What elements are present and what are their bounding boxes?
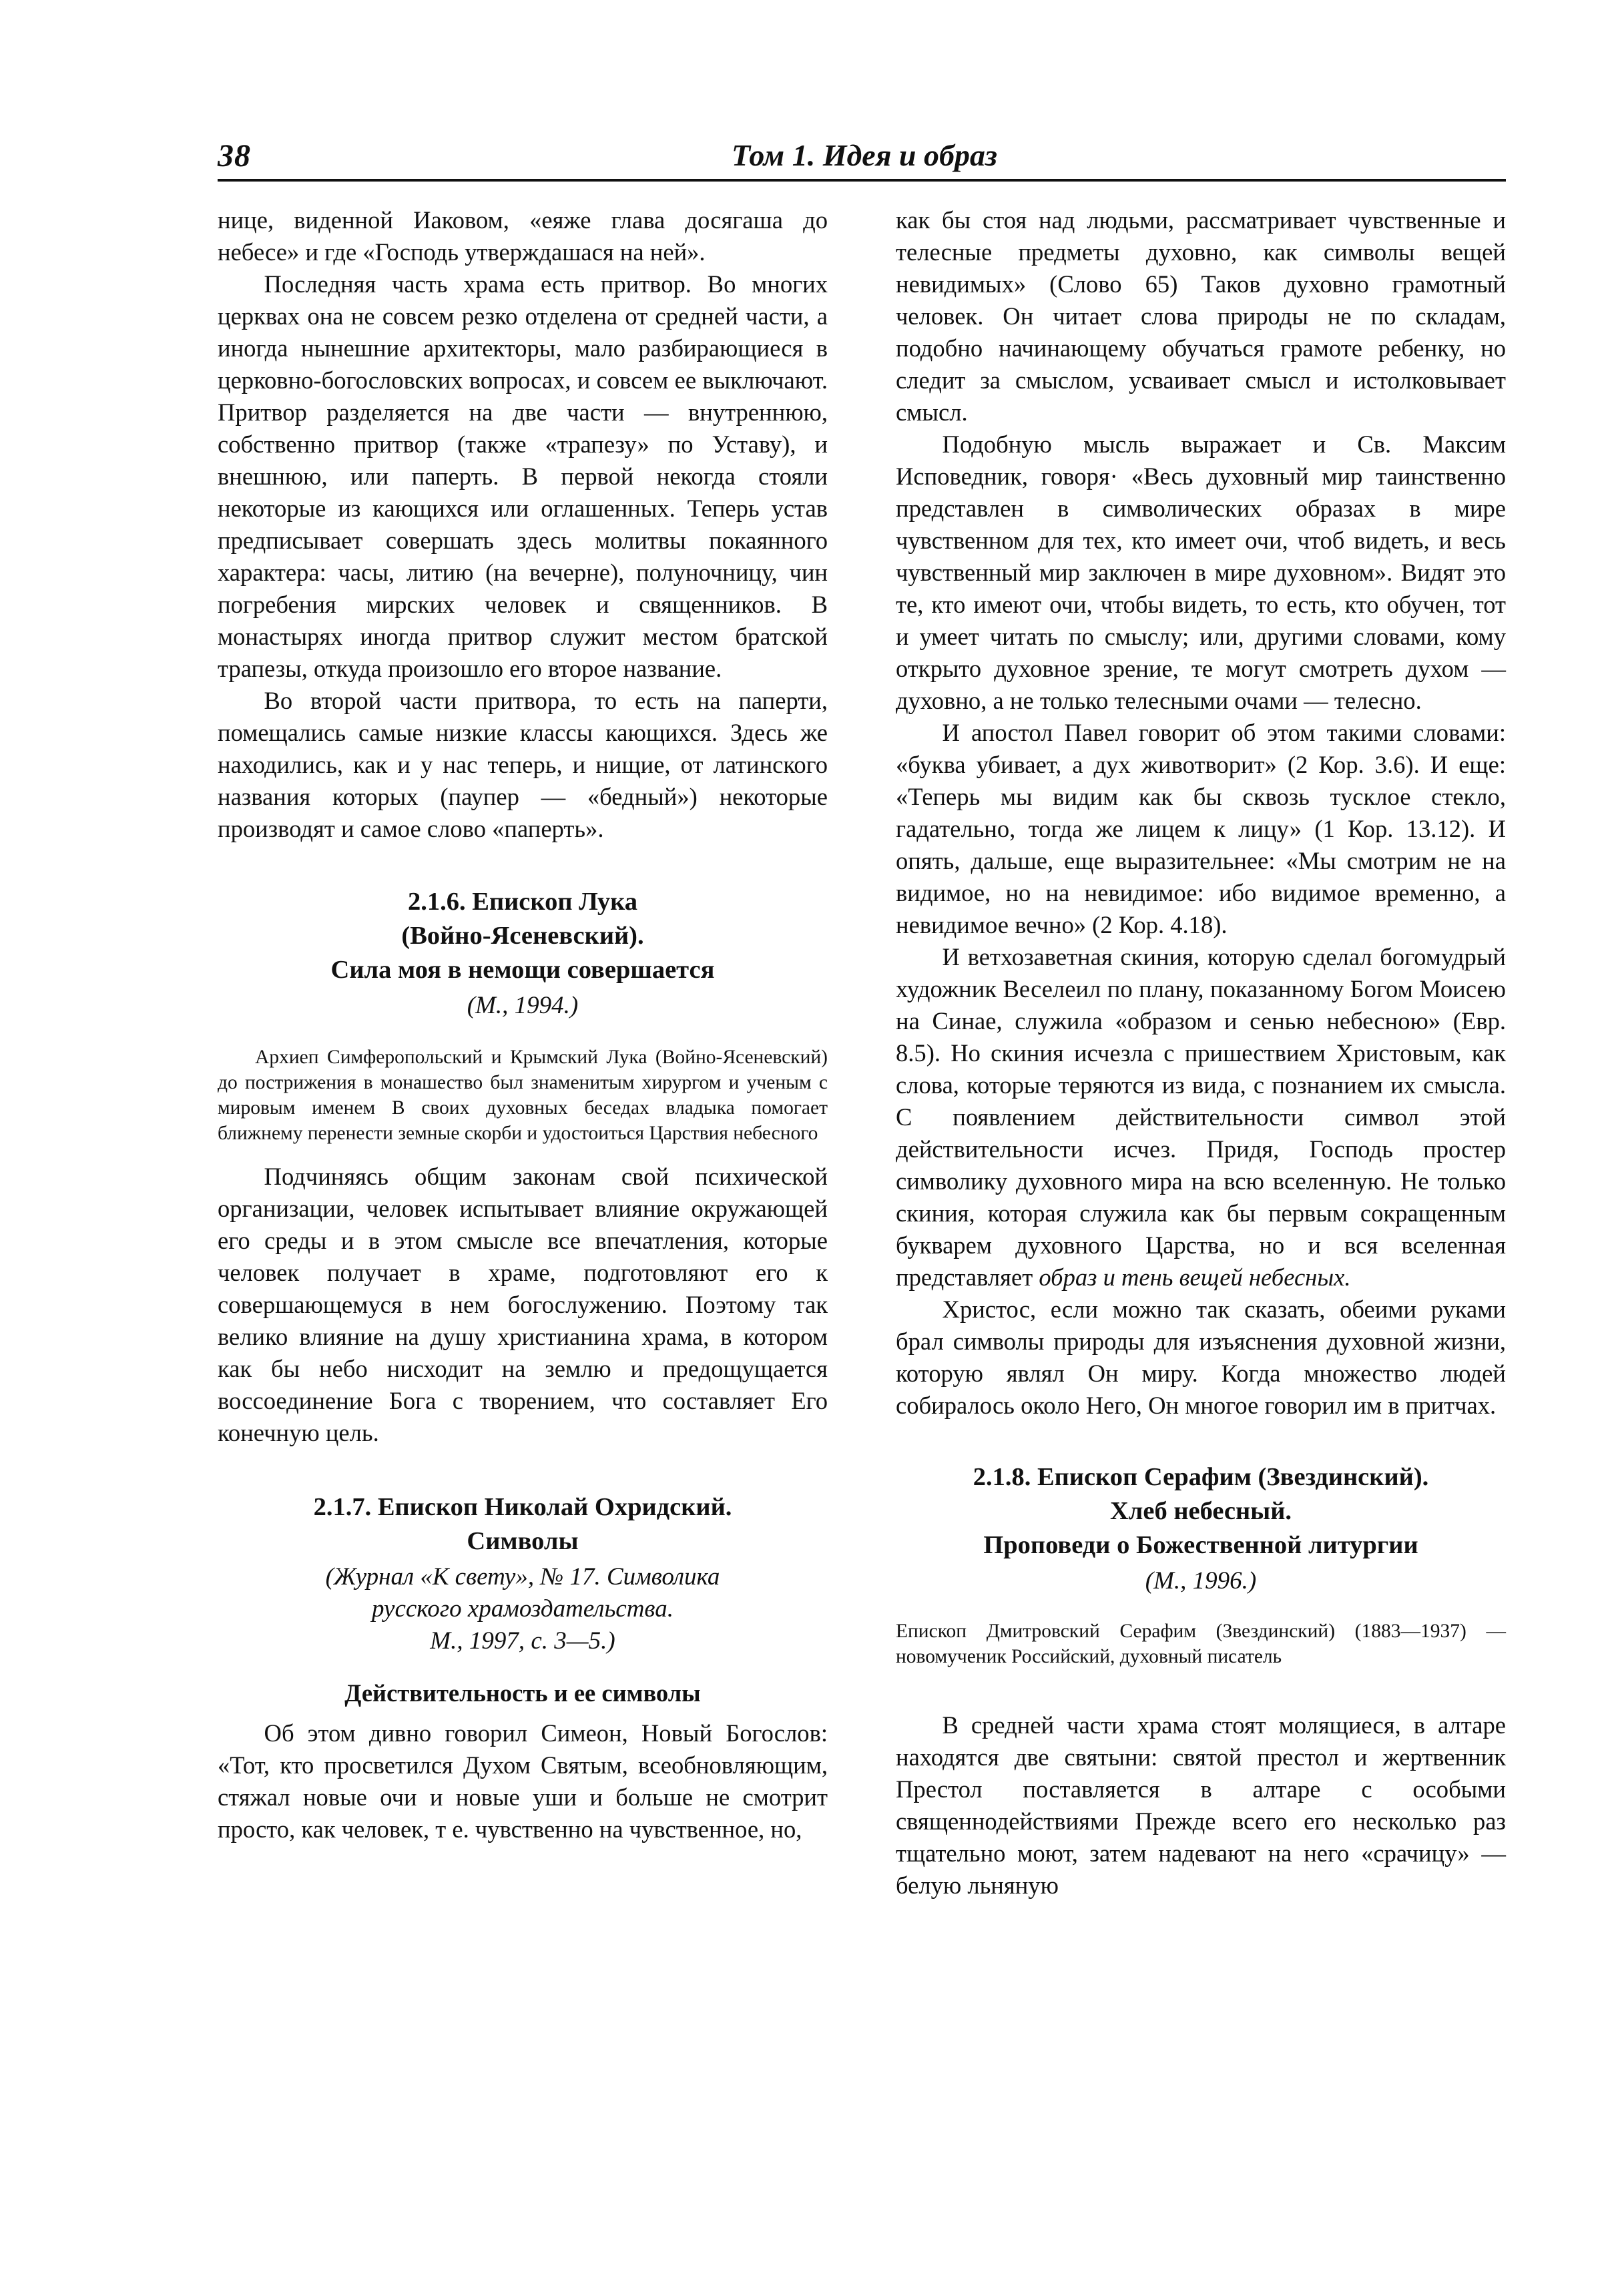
section-title-line: 2.1.7. Епископ Николай Охридский.: [313, 1493, 732, 1521]
author-note: Епископ Дмитровский Серафим (Звездинский) (1883—1937) — новомученик Российский, духовный писатель: [896, 1621, 1506, 1667]
section-source: (Журнал «К свету», № 17. Символика русского храмоздательства. М., 1997, с. 3—5.): [325, 1563, 720, 1655]
section-title-2-1-8: [896, 1460, 1506, 1562]
paragraph: как бы стоя над людьми, рассматривает чувственные и телесные предметы духовно, как символы вещей невидимых» (Слово 65) Таков духовно грамотный человек. Он читает слова природы не по складам, подобно начинающему обучаться грамоте ребенку, но следит за смыслом, усваивает смысл и истолковывает смысл.: [896, 206, 1506, 426]
left-column: [218, 204, 828, 1845]
section-title-line: 2.1.8. Епископ Серафим (Звездинский).: [973, 1463, 1429, 1491]
section-title-2-1-7: [218, 1490, 828, 1558]
paragraph: Христос, если можно так сказать, обеими руками брал символы природы для изъяснения духовной жизни, которую являл Он миру. Когда множество людей собиралось около Него, Он многое говорил им в притчах.: [896, 1296, 1506, 1419]
section-title-line: 2.1.6. Епископ Лука: [408, 888, 637, 916]
paragraph: Последняя часть храма есть притвор. Во многих церквах она не совсем резко отделена от средней части, а иногда нынешние архитекторы, мало разбирающиеся в церковно-богословских вопросах, и совсем ее выключают. Притвор разделяется на две части — внутреннюю, собственно притвор (также «трапезу» по Уставу), и внешнюю, или паперть. В первой некогда стояли некоторые из кающихся или оглашенных. Теперь устав предписывает совершать здесь молитвы покаянного характера: часы, литию (на вечерне), полуночницу, чин погребения мирских человек и священников. В монастырях иногда притвор служит местом братской трапезы, откуда произошло его второе название.: [218, 270, 828, 682]
section-title-line: Проповеди о Божественной литургии: [983, 1531, 1418, 1559]
italic-phrase: образ и тень вещей небесных.: [1039, 1263, 1351, 1291]
paragraph: Подобную мысль выражает и Св. Максим Исповедник, говоря· «Весь духовный мир таинственно представлен в символических образах в мире чувственном для тех, кто имеет очи, чтоб видеть, и весь чувственный мир заключен в мире духовном». Видят это те, кто имеют очи, чтобы видеть, то есть, кто обучен, тот и умеет читать по смыслу; или, другими словами, кому открыто духовное зрение, те могут смотреть духом — духовно, а не только телесными очами — телесно.: [896, 431, 1506, 714]
running-title: Том 1. Идея и образ: [732, 138, 997, 172]
section-source: (М., 1994.): [467, 992, 579, 1019]
paragraph: нице, виденной Иаковом, «еяже глава досягаша до небесе» и где «Господь утверждашася на ней».: [218, 206, 828, 266]
subheading: Действительность и ее символы: [344, 1679, 701, 1707]
paragraph: В средней части храма стоят молящиеся, в алтаре находятся две святыни: святой престол и жертвенник Престол поставляется в алтаре с особыми священнодействиями Прежде всего его несколько раз тщательно моют, затем надевают на него «срачицу» — белую льняную: [896, 1711, 1506, 1899]
section-title-line: (Войно-Ясеневский).: [401, 922, 644, 950]
paragraph: И апостол Павел говорит об этом такими словами: «буква убивает, а дух животворит» (2 Кор. 3.6). И еще: «Теперь мы видим как бы сквозь тусклое стекло, гадательно, тогда же лицем к лицу» (1 Кор. 13.12). И опять, дальше, еще выразительнее: «Мы смотрим не на видимое, но на невидимое: ибо видимое временно, а невидимое вечно» (2 Кор. 4.18).: [896, 719, 1506, 938]
paragraph: И ветхозаветная скиния, которую сделал богомудрый художник Веселеил по плану, показанному Богом Моисею на Синае, служила «образом и сенью небесною» (Евр. 8.5). Но скиния исчезла с пришествием Христовым, как слова, которые теряются из вида, с познанием их смысла. С появлением действительности символ этой действительности исчез. Придя, Господь простер символику духовного мира на всю вселенную. Не только скиния, которая служила как бы первым сокращенным букварем духовного Царства, но и вся вселенная представляет образ и тень вещей небесных.: [896, 943, 1506, 1291]
page-header: [218, 133, 1506, 182]
paragraph: Подчиняясь общим законам свой психической организации, человек испытывает влияние окружающей его среды и в этом смысле все впечатления, которые человек получает в храме, подготовляют его к совершающемуся в нем богослужению. Поэтому так велико влияние на душу христианина храма, в котором как бы небо нисходит на землю и предощущается воссоединение Бога с творением, что составляет Его конечную цель.: [218, 1163, 828, 1446]
right-column: [896, 204, 1506, 1902]
section-title-line: Символы: [467, 1527, 579, 1555]
section-title-line: Хлеб небесный.: [1109, 1497, 1292, 1525]
page-number: 38: [218, 138, 251, 174]
section-source: (М., 1996.): [1145, 1567, 1257, 1595]
section-title-line: Сила моя в немощи совершается: [330, 956, 715, 984]
paragraph: Во второй части притвора, то есть на паперти, помещались самые низкие классы кающихся. Здесь же находились, как и у нас теперь, и нищие, от латинского названия которых (паупер — «бедный») некоторые производят и самое слово «паперть».: [218, 687, 828, 842]
author-note: Архиеп Симферопольский и Крымский Лука (Войно-Ясеневский) до пострижения в монашество был знаменитым хирургом и ученым с мировым именем В своих духовных беседах владыка помогает ближнему перенести земные скорби и удостоиться Царствия небесного: [218, 1047, 828, 1144]
section-title-2-1-6: [218, 885, 828, 987]
paragraph: Об этом дивно говорил Симеон, Новый Богослов: «Тот, кто просветился Духом Святым, всеобновляющим, стяжал новые очи и новые уши и больше не смотрит просто, как человек, т е. чувственно на чувственное, но,: [218, 1719, 828, 1843]
